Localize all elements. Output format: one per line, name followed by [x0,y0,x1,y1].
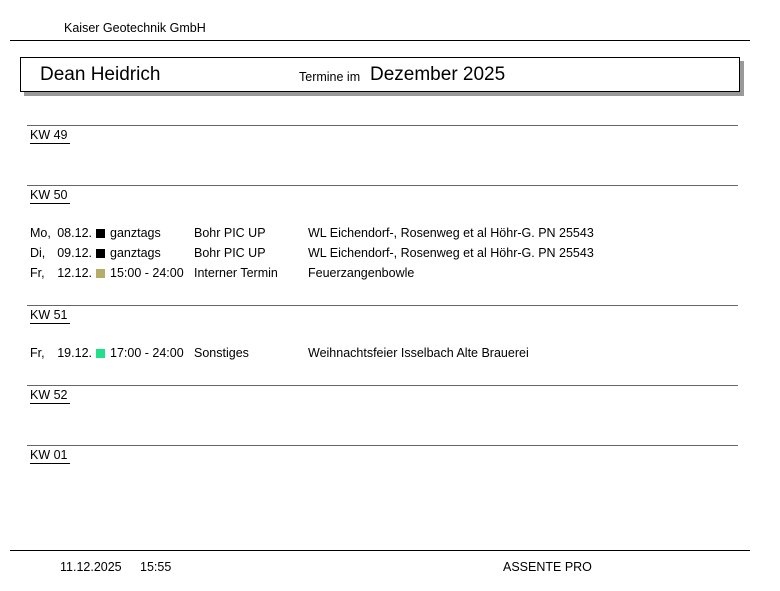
event-time: ganztags [110,246,161,260]
week-divider [27,305,738,306]
week-divider [27,445,738,446]
print-time: 15:55 [140,560,172,574]
event-date: 12.12. [57,266,92,280]
event-type: Interner Termin [194,266,278,280]
event-day: Di, [30,246,46,260]
week-label: KW 01 [30,448,68,462]
month-title: Dezember 2025 [370,64,506,85]
person-name: Dean Heidrich [40,64,161,85]
event-day: Mo, [30,226,51,240]
event-description: Weihnachtsfeier Isselbach Alte Brauerei [308,346,529,360]
week-divider [27,125,738,126]
category-color-square [96,269,105,278]
category-color-square [96,349,105,358]
event-time: 15:00 - 24:00 [110,266,184,280]
week-label: KW 49 [30,128,68,142]
brand-label: ASSENTE PRO [503,560,592,574]
print-date: 11.12.2025 [60,560,122,574]
event-description: WL Eichendorf-, Rosenweg et al Höhr-G. PN 25543 [308,226,594,240]
termine-label: Termine im [299,70,361,84]
footer-divider [10,550,750,551]
event-type: Sonstiges [194,346,249,360]
week-divider [27,385,738,386]
category-color-square [96,229,105,238]
week-label: KW 52 [30,388,68,402]
event-date: 19.12. [57,346,92,360]
event-description: WL Eichendorf-, Rosenweg et al Höhr-G. PN 25543 [308,246,594,260]
company-name: Kaiser Geotechnik GmbH [64,21,206,35]
event-date: 09.12. [57,246,92,260]
event-day: Fr, [30,266,45,280]
event-time: 17:00 - 24:00 [110,346,184,360]
event-description: Feuerzangenbowle [308,266,415,280]
week-label: KW 51 [30,308,68,322]
category-color-square [96,249,105,258]
event-date: 08.12. [57,226,92,240]
event-time: ganztags [110,226,161,240]
event-type: Bohr PIC UP [194,226,266,240]
header-divider [10,40,750,41]
event-type: Bohr PIC UP [194,246,266,260]
week-divider [27,185,738,186]
event-day: Fr, [30,346,45,360]
week-label: KW 50 [30,188,68,202]
